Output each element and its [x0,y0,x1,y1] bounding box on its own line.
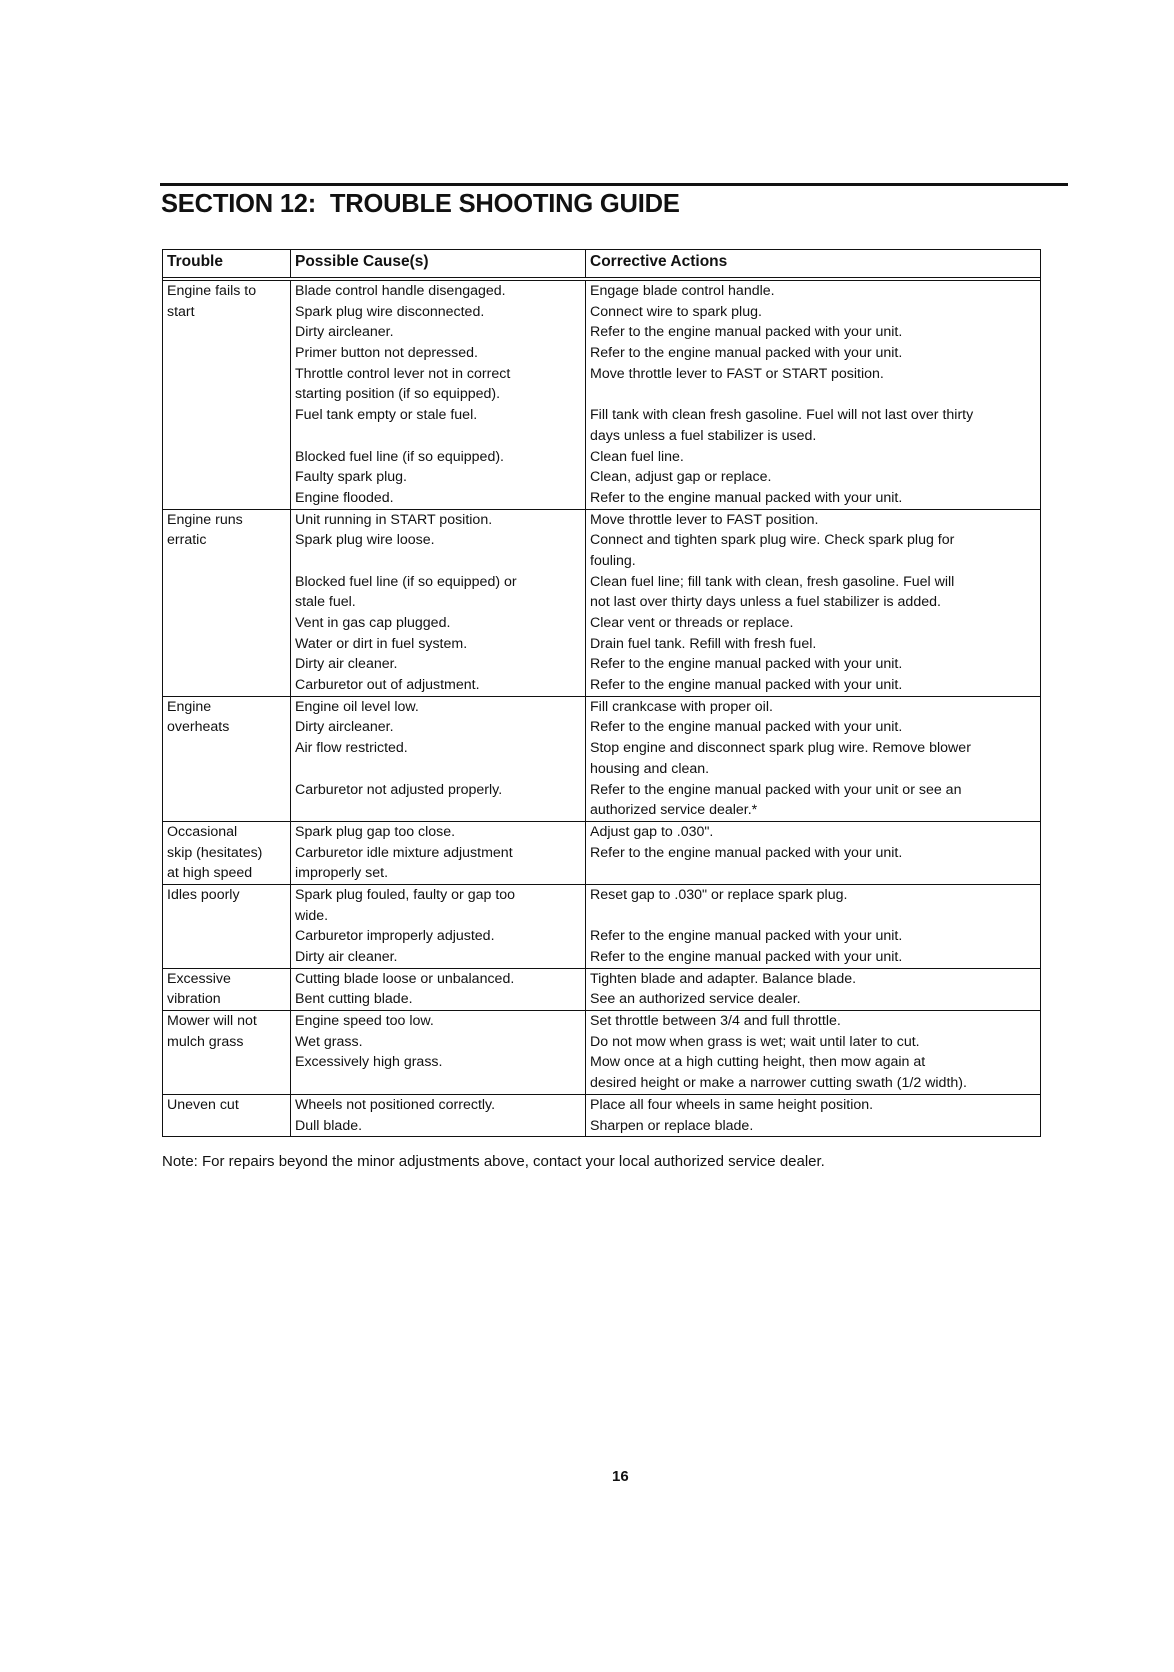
action-line [590,384,1036,405]
cause-line: Wheels not positioned correctly. [295,1096,496,1113]
cause-cell [291,281,586,302]
cause-action-item [291,364,1040,405]
action-line: Reset gap to .030" or replace spark plug. [590,886,848,903]
action-cell [586,281,1040,302]
cause-line: improperly set. [295,865,389,882]
action-cell [586,697,1040,718]
cause-action-item [291,322,1040,343]
action-line: Fill tank with clean fresh gasoline. Fuel will not last over thirty [590,407,974,424]
cause-cell [291,467,586,488]
cause-action-item [291,1116,1040,1137]
trouble-line: Uneven cut [167,1096,239,1113]
cause-action-item [291,989,1040,1010]
cause-action-list [291,697,1040,821]
cause-action-item [291,969,1040,990]
cause-action-item [291,343,1040,364]
action-line: housing and clean. [590,760,710,777]
cause-action-item [291,1011,1040,1032]
action-cell [586,1032,1040,1053]
action-cell [586,343,1040,364]
cause-line: Blade control handle disengaged. [295,283,506,299]
trouble-line: Excessive [167,970,231,987]
trouble-cell [163,281,291,509]
cause-line [295,551,581,572]
action-line: Do not mow when grass is wet; wait until later to cut. [590,1033,920,1050]
cause-line [295,426,581,447]
action-line: Refer to the engine manual packed with your unit. [590,719,903,736]
action-line: desired height or make a narrower cutting swath (1/2 width). [590,1075,967,1092]
cause-action-item [291,717,1040,738]
cause-cell [291,343,586,364]
cause-cell [291,1032,586,1053]
cause-cell [291,530,586,571]
action-cell [586,717,1040,738]
trouble-cell [163,822,291,884]
cause-action-item [291,405,1040,446]
cause-action-item [291,738,1040,779]
cause-line: Dirty air cleaner. [295,656,398,673]
cause-action-list [291,1095,1040,1136]
action-cell [586,969,1040,990]
cause-action-item [291,1032,1040,1053]
action-cell [586,1116,1040,1137]
action-cell [586,364,1040,405]
action-line: not last over thirty days unless a fuel stabilizer is added. [590,594,941,611]
action-line: Place all four wheels in same height position. [590,1096,874,1113]
action-line: Drain fuel tank. Refill with fresh fuel. [590,635,817,652]
action-line: Stop engine and disconnect spark plug wire. Remove blower [590,740,971,757]
cause-action-item [291,1052,1040,1093]
action-line: Engage blade control handle. [590,283,775,299]
cause-line: Spark plug wire disconnected. [295,303,485,320]
cause-cell [291,447,586,468]
cause-line: Fuel tank empty or stale fuel. [295,407,478,424]
cause-line: Carburetor improperly adjusted. [295,928,495,945]
cause-line [295,759,581,780]
action-cell [586,989,1040,1010]
action-line: Move throttle lever to FAST or START position. [590,365,884,382]
header-trouble: Trouble [163,250,291,277]
action-cell [586,822,1040,843]
action-line: Refer to the engine manual packed with your unit. [590,324,903,341]
header-possible-causes: Possible Cause(s) [291,250,586,277]
cause-action-list [291,969,1040,1010]
cause-line: Dirty aircleaner. [295,719,394,736]
action-line: Fill crankcase with proper oil. [590,698,773,715]
action-line [590,906,1036,927]
cause-action-item [291,530,1040,571]
action-cell [586,467,1040,488]
cause-cell [291,675,586,696]
cause-action-item [291,447,1040,468]
action-cell [586,634,1040,655]
trouble-cell [163,885,291,968]
cause-cell [291,780,586,821]
action-line [590,863,1036,884]
cause-line: Carburetor not adjusted properly. [295,781,503,798]
cause-line: Carburetor idle mixture adjustment [295,844,513,861]
cause-line: Dirty air cleaner. [295,949,398,965]
cause-line: Unit running in START position. [295,511,493,528]
cause-cell [291,885,586,926]
action-line: Refer to the engine manual packed with your unit. [590,489,903,506]
table-body [163,281,1040,1136]
action-cell [586,780,1040,821]
action-line: Refer to the engine manual packed with your unit. [590,656,903,673]
action-line: Tighten blade and adapter. Balance blade. [590,970,857,987]
action-cell [586,488,1040,509]
table-row [163,281,1040,509]
action-cell [586,885,1040,926]
action-cell [586,654,1040,675]
cause-action-list [291,822,1040,884]
cause-action-item [291,634,1040,655]
table-row [163,696,1040,821]
cause-line: Engine speed too low. [295,1013,434,1030]
action-line: Clear vent or threads or replace. [590,615,794,631]
cause-cell [291,1011,586,1032]
cause-action-list [291,885,1040,968]
action-line: Refer to the engine manual packed with your unit. [590,677,903,694]
cause-cell [291,1116,586,1137]
cause-line: Primer button not depressed. [295,345,478,362]
cause-line: Vent in gas cap plugged. [295,615,451,631]
action-line: Connect and tighten spark plug wire. Check spark plug for [590,532,955,549]
trouble-cell [163,510,291,696]
cause-action-item [291,467,1040,488]
action-line: Connect wire to spark plug. [590,303,762,320]
action-line: Clean fuel line; fill tank with clean, fresh gasoline. Fuel will [590,573,955,590]
action-line: Adjust gap to .030". [590,823,714,840]
cause-action-item [291,947,1040,968]
trouble-line: at high speed [167,865,253,882]
cause-action-item [291,675,1040,696]
trouble-line: mulch grass [167,1033,244,1050]
action-cell [586,447,1040,468]
cause-cell [291,488,586,509]
cause-action-item [291,780,1040,821]
cause-line: Dirty aircleaner. [295,324,394,341]
cause-cell [291,1052,586,1093]
action-cell [586,843,1040,884]
trouble-line: skip (hesitates) [167,844,263,861]
action-line: Sharpen or replace blade. [590,1117,754,1134]
cause-cell [291,302,586,323]
cause-cell [291,738,586,779]
cause-action-list [291,510,1040,696]
cause-cell [291,613,586,634]
action-cell [586,738,1040,779]
action-line: Refer to the engine manual packed with your unit. [590,949,903,965]
cause-line: Spark plug fouled, faulty or gap too [295,886,516,903]
action-line: days unless a fuel stabilizer is used. [590,427,817,444]
cause-action-item [291,1095,1040,1116]
page-title: SECTION 12: TROUBLE SHOOTING GUIDE [161,190,680,218]
cause-action-item [291,488,1040,509]
cause-line: Dull blade. [295,1117,363,1134]
action-line: Refer to the engine manual packed with your unit. [590,844,903,861]
cause-line: stale fuel. [295,594,356,611]
action-cell [586,675,1040,696]
cause-cell [291,969,586,990]
cause-line: Spark plug wire loose. [295,532,435,549]
cause-cell [291,654,586,675]
table-row [163,884,1040,968]
cause-action-item [291,654,1040,675]
action-line: Refer to the engine manual packed with your unit. [590,345,903,362]
cause-cell [291,572,586,613]
cause-line: Water or dirt in fuel system. [295,635,468,652]
cause-cell [291,843,586,884]
cause-line: Cutting blade loose or unbalanced. [295,970,515,987]
table-row [163,1094,1040,1136]
cause-cell [291,1095,586,1116]
trouble-line: Engine runs [167,511,243,528]
action-cell [586,530,1040,571]
action-cell [586,1052,1040,1093]
action-cell [586,613,1040,634]
action-line: fouling. [590,552,636,569]
cause-action-item [291,281,1040,302]
action-line: Clean fuel line. [590,448,684,465]
trouble-line: Engine [167,698,212,715]
action-line: Move throttle lever to FAST position. [590,511,819,528]
cause-cell [291,947,586,968]
trouble-line: Mower will not [167,1013,257,1030]
cause-line: Excessively high grass. [295,1054,443,1071]
cause-line: Wet grass. [295,1033,363,1050]
action-line: See an authorized service dealer. [590,991,801,1008]
cause-line [295,1073,581,1094]
cause-action-item [291,822,1040,843]
trouble-cell [163,969,291,1010]
action-line: Clean, adjust gap or replace. [590,469,772,486]
action-cell [586,926,1040,947]
section-rule [160,183,1068,186]
cause-line: Engine oil level low. [295,698,419,715]
trouble-line: vibration [167,991,221,1008]
action-line: Set throttle between 3/4 and full throttle. [590,1013,841,1030]
cause-line: Carburetor out of adjustment. [295,677,480,694]
table-row [163,1010,1040,1094]
cause-cell [291,322,586,343]
cause-line: Air flow restricted. [295,740,408,757]
cause-line: Blocked fuel line (if so equipped) or [295,573,517,590]
cause-action-item [291,510,1040,531]
table-row [163,968,1040,1010]
trouble-line: erratic [167,532,207,549]
table-header [163,250,1040,281]
cause-action-list [291,1011,1040,1094]
action-cell [586,302,1040,323]
cause-line: starting position (if so equipped). [295,386,501,403]
trouble-cell [163,697,291,821]
cause-line: wide. [295,907,329,924]
trouble-line: Idles poorly [167,886,240,903]
cause-line: Blocked fuel line (if so equipped). [295,448,504,465]
cause-cell [291,717,586,738]
cause-line: Engine flooded. [295,489,394,506]
table-row [163,821,1040,884]
cause-action-list [291,281,1040,509]
action-line: Refer to the engine manual packed with your unit. [590,928,903,945]
cause-line: Bent cutting blade. [295,991,413,1008]
cause-action-item [291,697,1040,718]
cause-line [295,800,581,821]
action-cell [586,1011,1040,1032]
trouble-line: overheats [167,719,230,736]
cause-cell [291,510,586,531]
cause-cell [291,634,586,655]
cause-line: Spark plug gap too close. [295,823,456,840]
cause-cell [291,926,586,947]
cause-cell [291,989,586,1010]
cause-action-item [291,926,1040,947]
cause-cell [291,405,586,446]
trouble-line: start [167,303,195,320]
header-corrective-actions: Corrective Actions [590,253,728,270]
cause-action-item [291,613,1040,634]
table-row [163,509,1040,696]
cause-action-item [291,885,1040,926]
action-line: Mow once at a high cutting height, then mow again at [590,1054,926,1071]
trouble-cell [163,1095,291,1136]
trouble-line: Engine fails to [167,283,257,299]
action-cell [586,405,1040,446]
cause-cell [291,822,586,843]
action-cell [586,947,1040,968]
action-cell [586,322,1040,343]
action-line: authorized service dealer.* [590,802,758,819]
action-cell [586,572,1040,613]
trouble-line: Occasional [167,823,238,840]
action-line: Refer to the engine manual packed with your unit or see an [590,781,962,798]
troubleshooting-table [162,249,1041,1137]
cause-line: Throttle control lever not in correct [295,365,511,382]
action-cell [586,1095,1040,1116]
page-number: 16 [612,1468,629,1485]
cause-cell [291,364,586,405]
cause-action-item [291,302,1040,323]
cause-action-item [291,572,1040,613]
action-cell [586,510,1040,531]
cause-cell [291,697,586,718]
cause-action-item [291,843,1040,884]
footer-note: Note: For repairs beyond the minor adjustments above, contact your local authorized service dealer. [162,1153,825,1170]
cause-line: Faulty spark plug. [295,469,407,486]
trouble-cell [163,1011,291,1094]
